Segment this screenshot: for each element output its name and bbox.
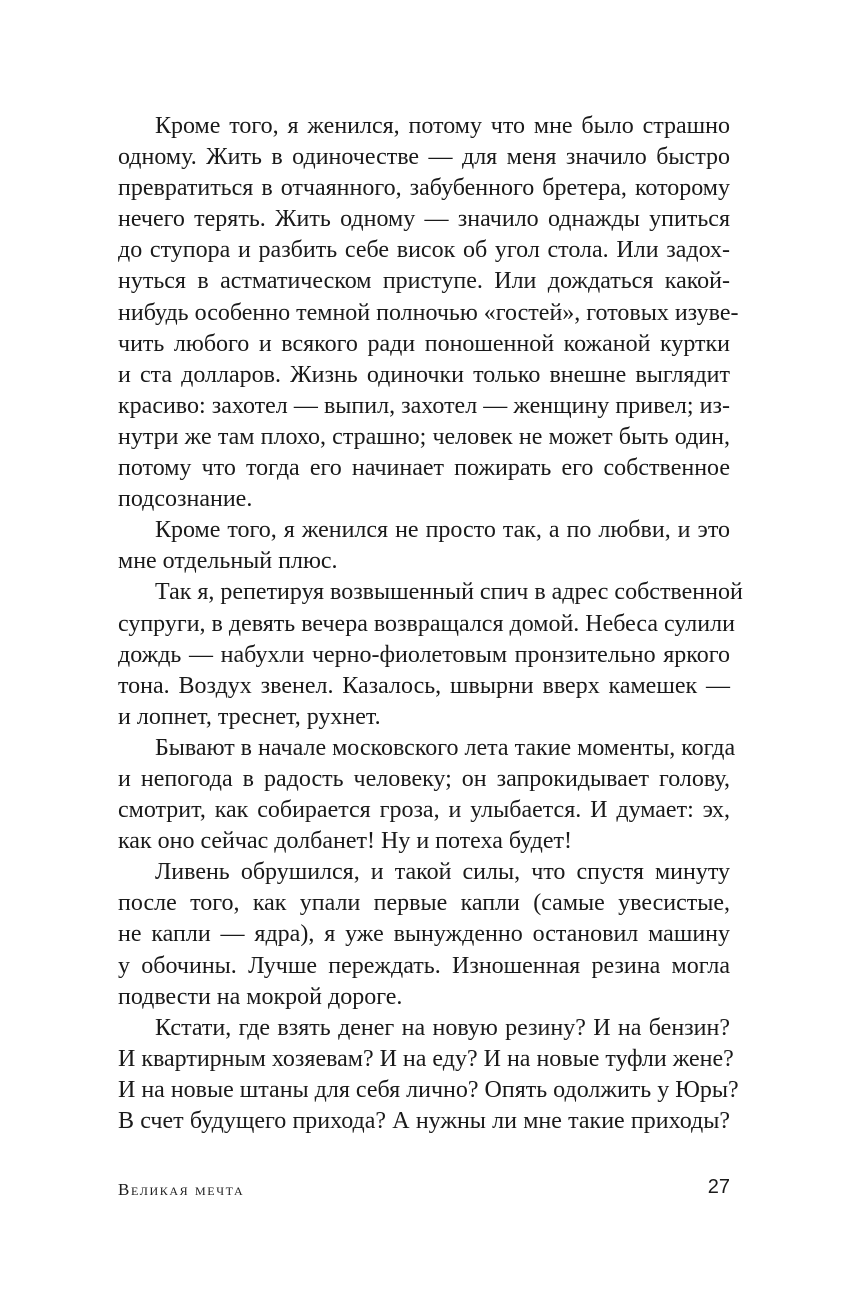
text-line: красиво: захотел — выпил, захотел — женщину привел; из- — [118, 392, 730, 419]
text-line: нутри же там плохо, страшно; человек не может быть один, — [118, 423, 730, 450]
text-line: Кроме того, я женился, потому что мне было страшно — [155, 113, 730, 139]
page-footer — [118, 1176, 730, 1204]
text-line: Кстати, где взять денег на новую резину? И на бензин? — [155, 1014, 730, 1041]
text-line: до ступора и разбить себе висок об угол стола. Или задох- — [118, 237, 730, 264]
text-line: И на новые штаны для себя лично? Опять одолжить у Юры? — [118, 1076, 739, 1103]
text-line: подвести на мокрой дороге. — [118, 983, 403, 1010]
text-line: и лопнет, треснет, рухнет. — [118, 703, 381, 730]
text-line: одному. Жить в одиночестве — для меня значило быстро — [118, 144, 730, 171]
text-line: и ста долларов. Жизнь одиночки только внешне выглядит — [118, 361, 730, 388]
paragraph — [118, 733, 736, 857]
text-line: нуться в астматическом приступе. Или дождаться какой- — [118, 268, 730, 295]
text-line: дождь — набухли черно-фиолетовым пронзительно яркого — [118, 641, 730, 668]
text-line: супруги, в девять вечера возвращался домой. Небеса сулили — [118, 610, 735, 637]
text-line: Бывают в начале московского лета такие моменты, когда — [155, 734, 736, 761]
paragraph — [118, 515, 730, 577]
text-line: И квартирным хозяевам? И на еду? И на новые туфли жене? — [118, 1045, 734, 1072]
text-line: потому что тогда его начинает пожирать его собственное — [118, 455, 730, 482]
paragraph — [118, 577, 743, 732]
running-title: Великая мечта — [118, 1180, 245, 1199]
text-line: Ливень обрушился, и такой силы, что спустя минуту — [155, 859, 730, 886]
text-line: тона. Воздух звенел. Казалось, швырни вверх камешек — — [118, 672, 730, 699]
paragraph — [118, 1013, 739, 1137]
text-line: Кроме того, я женился не просто так, а по любви, и это — [155, 517, 730, 544]
text-line: нибудь особенно темной полночью «гостей», готовых изуве- — [118, 299, 739, 326]
text-line: нечего терять. Жить одному — значило однажды упиться — [118, 206, 730, 233]
page-number: 27 — [707, 1176, 730, 1198]
text-line: мне отдельный плюс. — [118, 548, 338, 575]
text-line: В счет будущего прихода? А нужны ли мне такие приходы? — [118, 1108, 730, 1134]
text-line: подсознание. — [118, 486, 253, 513]
text-line: чить любого и всякого ради поношенной кожаной куртки — [118, 330, 730, 357]
text-line: и непогода в радость человеку; он запрокидывает голову, — [118, 765, 730, 792]
paragraph — [118, 111, 739, 515]
text-line: превратиться в отчаянного, забубенного бретера, которому — [118, 175, 730, 202]
text-line: смотрит, как собирается гроза, и улыбается. И думает: эх, — [118, 797, 730, 824]
paragraph — [118, 857, 730, 1012]
text-line: как оно сейчас долбанет! Ну и потеха будет! — [118, 828, 572, 855]
body-text — [118, 111, 743, 1137]
text-line: Так я, репетируя возвышенный спич в адрес собственной — [155, 579, 743, 606]
text-line: у обочины. Лучше переждать. Изношенная резина могла — [118, 952, 730, 979]
text-line: не капли — ядра), я уже вынужденно остановил машину — [118, 921, 730, 948]
text-line: после того, как упали первые капли (самые увесистые, — [118, 890, 730, 917]
